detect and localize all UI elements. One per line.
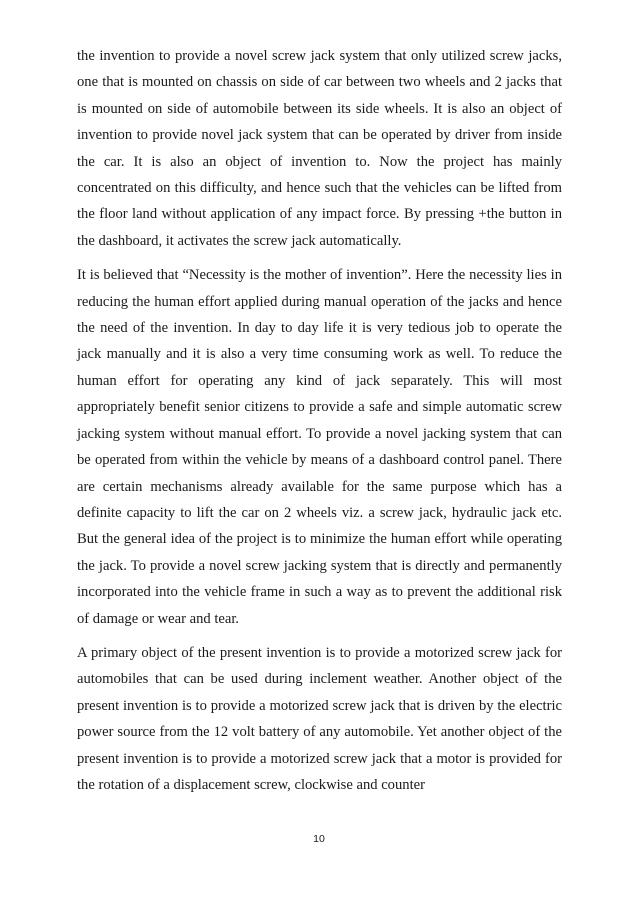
paragraph-3: A primary object of the present invention is to provide a motorized screw jack for automobiles that can be used during inclement weather. Another object of the present invention is to provide a motorized screw jack that is driven by the electric power source from the 12 volt battery of any automobile. Yet another object of the present invention is to provide a motorized screw jack that a motor is provided for the rotation of a displacement screw, clockwise and counter	[77, 644, 562, 793]
page-number: 10	[313, 833, 325, 845]
paragraph-2: It is believed that “Necessity is the mother of invention”. Here the necessity lies in reducing the human effort applied during manual operation of the jacks and hence the need of the invention. In day to day life it is very tedious job to operate the jack manually and it is also a very time consuming work as well. To reduce the human effort for operating any kind of jack separately. This will most appropriately benefit senior citizens to provide a safe and simple automatic screw jacking system without manual effort. To provide a novel jacking system that can be operated from within the vehicle by means of a dashboard control panel. There are certain mechanisms already available for the same purpose which has a definite capacity to lift the car on 2 wheels viz. a screw jack, hydraulic jack etc. But the general idea of the project is to minimize the human effort while operating the jack. To provide a novel screw jacking system that is directly and permanently incorporated into the vehicle frame in such a way as to prevent the additional risk of damage or wear and tear.	[77, 267, 562, 627]
body-text	[77, 43, 562, 806]
paragraph-1: the invention to provide a novel screw jack system that only utilized screw jacks, one that is mounted on chassis on side of car between two wheels and 2 jacks that is mounted on side of automobile between its side wheels. It is also an object of invention to provide novel jack system that can be operated by driver from inside the car. It is also an object of invention to. Now the project has mainly concentrated on this difficulty, and hence such that the vehicles can be lifted from the floor land without application of any impact force. By pressing +the button in the dashboard, it activates the screw jack automatically.	[77, 48, 562, 249]
